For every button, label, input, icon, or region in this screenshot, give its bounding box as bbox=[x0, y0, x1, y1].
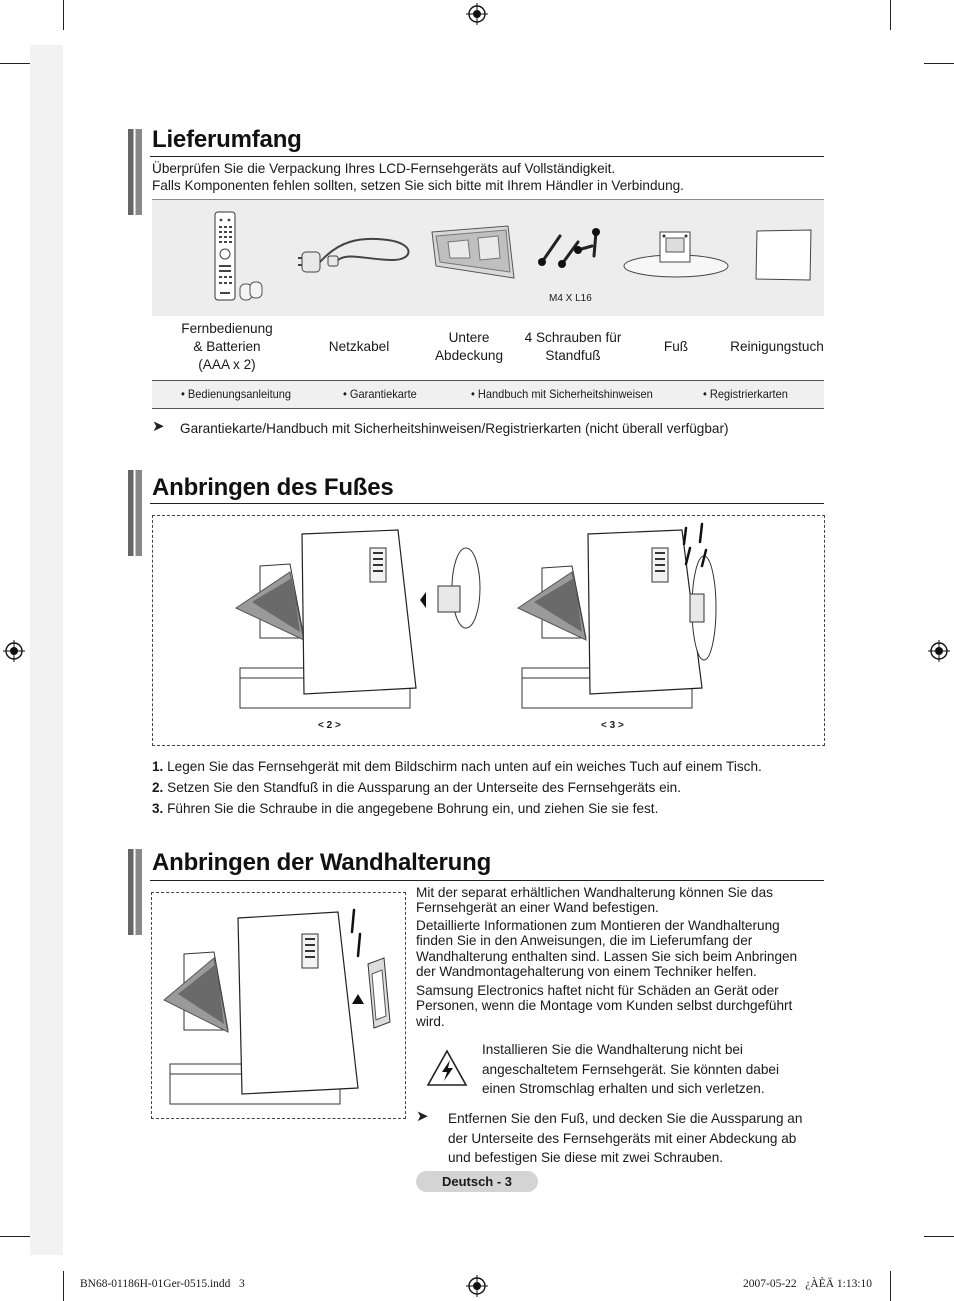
item-label-stand bbox=[646, 338, 706, 356]
intro-line: Falls Komponenten fehlen sollten, setzen Sie sich bitte mit Ihrem Händler in Verbindung. bbox=[152, 177, 684, 193]
step-item bbox=[152, 798, 762, 819]
item-label-lower-cover bbox=[424, 329, 514, 365]
trim-mark bbox=[63, 0, 64, 30]
section-rule bbox=[150, 503, 824, 504]
wall-mount-warning bbox=[482, 1040, 779, 1099]
step-text: Setzen Sie den Standfuß in die Aussparung an der Unterseite des Fernsehgeräts ein. bbox=[167, 780, 681, 795]
wall-mount-illustration bbox=[162, 904, 398, 1108]
page-margin-band bbox=[30, 45, 63, 1255]
item-label-line: Fuß bbox=[663, 339, 689, 354]
section-title-lieferumfang: Lieferumfang bbox=[152, 126, 302, 153]
paragraph-line: Samsung Electronics haftet nicht für Schäden an Gerät oder bbox=[416, 983, 779, 998]
item-label-line: Standfuß bbox=[545, 348, 601, 363]
item-label-line: Reinigungstuch bbox=[730, 339, 824, 354]
step-text: Legen Sie das Fernsehgerät mit dem Bildschirm nach unten auf ein weiches Tuch auf einem Tisch. bbox=[167, 759, 762, 774]
document-item: • Bedienungsanleitung bbox=[181, 387, 292, 401]
section-title-fuss: Anbringen des Fußes bbox=[152, 474, 394, 501]
step-item bbox=[152, 777, 762, 798]
stand-steps-list bbox=[152, 756, 762, 819]
document-item: • Handbuch mit Sicherheitshinweisen bbox=[471, 387, 653, 401]
note-line: der Unterseite des Fernsehgeräts mit einer Abdeckung ab bbox=[448, 1130, 797, 1146]
section-marker-bar bbox=[128, 849, 142, 935]
screw-spec-label: M4 X L16 bbox=[549, 293, 592, 304]
section-rule bbox=[150, 880, 824, 881]
lieferumfang-note: Garantiekarte/Handbuch mit Sicherheitshinweisen/Registrierkarten (nicht überall verfügbar) bbox=[180, 421, 729, 436]
section-title-wand: Anbringen der Wandhalterung bbox=[152, 849, 492, 876]
documents-row bbox=[152, 380, 824, 409]
item-label-line: (AAA x 2) bbox=[198, 357, 256, 372]
section-rule bbox=[150, 156, 824, 157]
warning-line: einen Stromschlag erhalten und sich verletzen. bbox=[482, 1081, 765, 1096]
trim-mark bbox=[63, 1271, 64, 1301]
wall-mount-paragraph-3 bbox=[416, 983, 822, 1029]
warning-line: Installieren Sie die Wandhalterung nicht bei bbox=[482, 1042, 743, 1057]
section-marker-bar bbox=[128, 470, 142, 556]
document-item: • Garantiekarte bbox=[343, 387, 417, 401]
page-number-badge: Deutsch - 3 bbox=[416, 1171, 538, 1192]
step-item bbox=[152, 756, 762, 777]
item-label-line: 4 Schrauben für bbox=[524, 330, 622, 345]
trim-mark bbox=[924, 1236, 954, 1237]
step-number: 3. bbox=[152, 801, 164, 816]
registration-mark-icon bbox=[466, 1275, 488, 1297]
stand-step-3-illustration bbox=[514, 520, 734, 712]
illustration-caption: < 3 > bbox=[601, 720, 624, 731]
screws-image bbox=[534, 224, 608, 270]
note-arrow-icon: ➤ bbox=[416, 1108, 429, 1125]
intro-line: Überprüfen Sie die Verpackung Ihres LCD-Fernsehgeräts auf Vollständigkeit. bbox=[152, 161, 616, 176]
lower-cover-image bbox=[428, 222, 518, 284]
item-label-remote bbox=[172, 320, 282, 374]
note-line: und befestigen Sie diese mit zwei Schrauben. bbox=[448, 1150, 724, 1165]
item-label-line: Fernbedienung bbox=[181, 321, 273, 336]
wall-mount-note bbox=[448, 1109, 802, 1168]
note-arrow-icon: ➤ bbox=[152, 418, 165, 435]
item-label-power-cable bbox=[304, 338, 414, 356]
paragraph-line: Detaillierte Informationen zum Montieren der Wandhalterung bbox=[416, 918, 780, 933]
registration-mark-icon bbox=[466, 3, 488, 25]
print-slug-left: BN68-01186H-01Ger-0515.indd 3 bbox=[80, 1278, 245, 1290]
step-text: Führen Sie die Schraube in die angegebene Bohrung ein, und ziehen Sie sie fest. bbox=[167, 801, 659, 816]
paragraph-line: finden Sie in den Anweisungen, die im Lieferumfang der bbox=[416, 933, 753, 949]
paragraph-line: Fernsehgerät an einer Wand befestigen. bbox=[416, 900, 659, 916]
note-line: Entfernen Sie den Fuß, und decken Sie die Aussparung an bbox=[448, 1111, 803, 1126]
warning-triangle-icon bbox=[426, 1048, 468, 1088]
registration-mark-icon bbox=[928, 640, 950, 662]
cleaning-cloth-image bbox=[753, 227, 815, 283]
item-label-line: Abdeckung bbox=[434, 348, 504, 363]
remote-control-image bbox=[210, 210, 270, 302]
paragraph-line: Wandhalterung enthalten sind. Lassen Sie sich beim Anbringen bbox=[416, 948, 798, 964]
section-marker-bar bbox=[128, 129, 142, 215]
trim-mark bbox=[890, 0, 891, 30]
item-label-line: Netzkabel bbox=[328, 339, 390, 354]
power-cable-image bbox=[298, 232, 416, 280]
item-label-cleaning-cloth bbox=[724, 338, 830, 356]
trim-mark bbox=[0, 63, 30, 64]
trim-mark bbox=[0, 1236, 30, 1237]
illustration-caption: < 2 > bbox=[318, 720, 341, 731]
trim-mark bbox=[890, 1271, 891, 1301]
stand-step-2-illustration bbox=[230, 528, 490, 712]
step-number: 1. bbox=[152, 759, 164, 774]
stand-image bbox=[622, 228, 730, 280]
paragraph-line: wird. bbox=[416, 1013, 445, 1029]
paragraph-line: Mit der separat erhältlichen Wandhalterung können Sie das bbox=[416, 885, 773, 900]
paragraph-line: Personen, wenn die Montage vom Kunden selbst durchgeführt bbox=[416, 998, 793, 1014]
trim-mark bbox=[924, 63, 954, 64]
lieferumfang-intro bbox=[152, 161, 822, 194]
wall-mount-paragraph-1 bbox=[416, 885, 822, 916]
wall-mount-paragraph-2 bbox=[416, 918, 822, 980]
paragraph-line: der Wandmontagehalterung von einem Techniker helfen. bbox=[416, 964, 757, 980]
document-item: • Registrierkarten bbox=[703, 387, 788, 401]
warning-line: angeschaltetem Fernsehgerät. Sie könnten dabei bbox=[482, 1061, 779, 1077]
item-label-line: & Batterien bbox=[193, 339, 261, 354]
registration-mark-icon bbox=[3, 640, 25, 662]
item-label-line: Untere bbox=[448, 330, 490, 345]
print-slug-right: 2007-05-22 ¿ÀÈÄ 1:13:10 bbox=[743, 1278, 873, 1290]
step-number: 2. bbox=[152, 780, 164, 795]
item-label-screws bbox=[517, 329, 629, 365]
